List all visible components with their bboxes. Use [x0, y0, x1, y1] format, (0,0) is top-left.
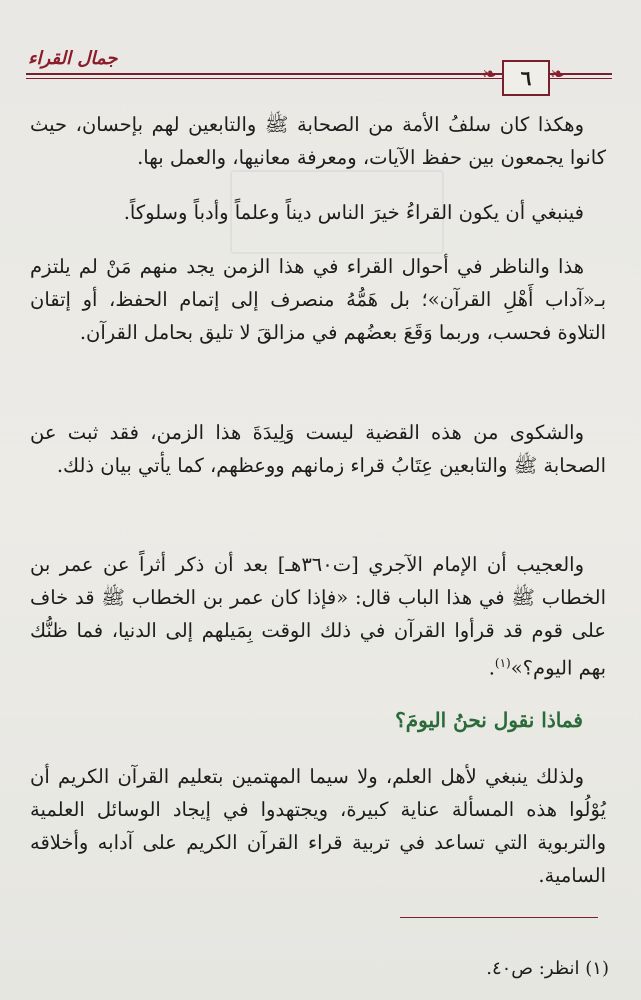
body-text-block-3 [30, 250, 606, 349]
running-title: جمال القراء [28, 48, 118, 69]
body-text-block-6 [30, 760, 606, 892]
footnote-rule [400, 917, 598, 918]
paragraph-5: والعجيب أن الإمام الآجري [ت٣٦٠هـ] بعد أن ذكر أثراً عن عمر بن الخطاب ﷺ في هذا الباب قال: «فإذا كان عمر بن الخطاب ﷺ قد خاف على قوم قد قرأوا القرآن في ذلك الوقت بِمَيلهم إلى الدنيا، فما ظنُّك بهم اليوم؟»$^{(١)}$. [30, 553, 606, 680]
paragraph-6: ولذلك ينبغي لأهل العلم، ولا سيما المهتمين بتعليم القرآن الكريم أن يُوْلُوا هذه المسألة عناية كبيرة، ويجتهدوا في إيجاد الوسائل العلمية والتربوية التي تساعد في تربية قراء القرآن الكريم على آدابه وأخلاقه السامية. [30, 765, 606, 887]
footnote: (١) انظر: ص٤٠. [486, 958, 609, 979]
paragraph-4: والشكوى من هذه القضية ليست وَلِيدَةَ هذا الزمن، فقد ثبت عن الصحابة ﷺ والتابعين عِتَابُ قراء زمانهم ووعظهم، كما يأتي بيان ذلك. [30, 421, 606, 477]
paragraph-2: فينبغي أن يكون القراءُ خيرَ الناس ديناً وعلماً وأدباً وسلوكاً. [123, 201, 584, 224]
page-number-label: ٦ [520, 66, 532, 90]
ornament-left-icon: ❧ [482, 64, 498, 85]
header-rule-bottom [26, 78, 502, 79]
body-text-block-4 [30, 416, 606, 482]
footnote-marker: (١) [494, 656, 511, 670]
header-rule-top [26, 73, 502, 75]
paragraph-3: هذا والناظر في أحوال القراء في هذا الزمن يجد منهم مَنْ لم يلتزم بـ«آداب أَهْلِ القرآن»؛ بل هَمُّهُ منصرف إلى إتمام الحفظ، أو إتقان التلاوة فحسب، وربما وَقَعَ بعضُهم في مزالقَ لا تليق بحامل القرآن. [30, 255, 606, 344]
body-text-block-5 [30, 548, 606, 685]
ornament-right-icon: ❧ [550, 64, 566, 85]
body-text-block-1 [30, 108, 606, 174]
body-text-block-2 [30, 196, 606, 229]
paragraph-5-text: والعجيب أن الإمام الآجري [ت٣٦٠هـ] بعد أن ذكر أثراً عن عمر بن الخطاب ﷺ في هذا الباب قال: «فإذا كان عمر بن الخطاب ﷺ قد خاف على قوم قد قرأوا القرآن في ذلك الوقت بِمَيلهم إلى الدنيا، فما ظنُّك بهم اليوم؟» [30, 553, 606, 680]
page-number [502, 60, 550, 96]
section-heading: فماذا نقول نحنُ اليومَ؟ [395, 708, 583, 732]
paragraph-1: وهكذا كان سلفُ الأمة من الصحابة ﷺ والتابعين لهم بإحسان، حيث كانوا يجمعون بين حفظ الآيات، ومعرفة معانيها، والعمل بها. [30, 113, 606, 169]
